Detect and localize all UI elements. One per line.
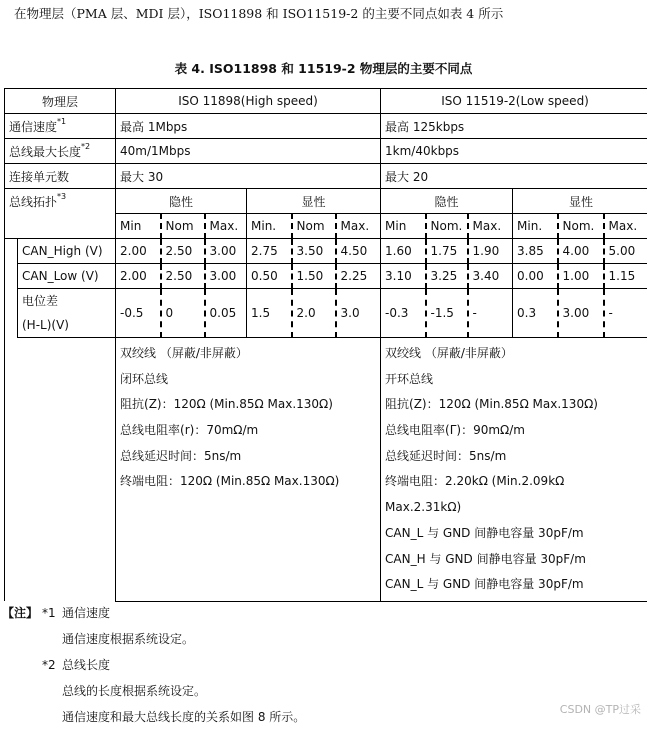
table-cell: 0.00 (513, 264, 558, 289)
desc-line: 双绞线 （屏蔽/非屏蔽） (120, 341, 376, 367)
table-cell: 2.50 (161, 239, 205, 264)
unit-label: Min. (513, 214, 558, 239)
table-cell: 3.85 (513, 239, 558, 264)
table-cell: 3.0 (336, 289, 381, 338)
indent-cell (5, 289, 18, 338)
table-cell: 1.15 (604, 264, 647, 289)
watermark: CSDN @TP过采 (560, 701, 641, 717)
indent-cell (5, 239, 18, 264)
table-row (5, 338, 647, 602)
desc-line: 总线电阻率(Γ)：90mΩ/m (385, 418, 645, 444)
table-cell: 1km/40kbps (381, 139, 647, 164)
table-row (5, 114, 647, 139)
intro-text: 在物理层（PMA 层、MDI 层），ISO11898 和 ISO11519-2 的主要不同点如表 4 所示 (14, 6, 503, 22)
row-label: CAN_High (V) (18, 239, 116, 264)
note-text: 总线的长度根据系统设定。 (62, 678, 206, 704)
table-row (5, 239, 647, 264)
table-cell: 最大 20 (381, 164, 647, 189)
unit-label: Min. (247, 214, 292, 239)
row-label: 通信速度$^{*1}$ (5, 114, 116, 139)
desc-line: 阻抗(Z)：120Ω (Min.85Ω Max.130Ω) (120, 392, 376, 418)
table-cell: -0.5 (116, 289, 161, 338)
table-cell: 4.00 (558, 239, 604, 264)
unit-label: Max. (604, 214, 647, 239)
unit-label: Max. (468, 214, 513, 239)
table-row (5, 289, 647, 338)
table-cell: 1.90 (468, 239, 513, 264)
header-iso11898: ISO 11898(High speed) (116, 89, 381, 114)
unit-label: Min (381, 214, 426, 239)
unit-label: Nom. (426, 214, 468, 239)
recessive-header-a: 隐性 (116, 189, 247, 214)
desc-line: 双绞线 （屏蔽/非屏蔽） (385, 341, 645, 367)
table-row (5, 164, 647, 189)
unit-label: Min (116, 214, 161, 239)
desc-line: 总线延迟时间：5ns/m (385, 444, 645, 470)
dominant-header-b: 显性 (513, 189, 647, 214)
note-text: 通信速度根据系统设定。 (62, 626, 194, 652)
table-row (5, 89, 647, 114)
desc-line: Max.2.31kΩ) (385, 495, 645, 521)
row-label: 电位差 (H-L)(V) (18, 289, 116, 338)
note-text: 通信速度和最大总线长度的关系如图 8 所示。 (62, 704, 305, 730)
dominant-header-a: 显性 (247, 189, 381, 214)
desc-line: 总线电阻率(r)：70mΩ/m (120, 418, 376, 444)
desc-line: CAN_L 与 GND 间静电容量 30pF/m (385, 521, 645, 547)
desc-line: CAN_H 与 GND 间静电容量 30pF/m (385, 547, 645, 573)
topology-label: 总线拓扑$^{*3}$ (5, 189, 116, 239)
note-mark: *2 (42, 652, 56, 678)
unit-label: Max. (336, 214, 381, 239)
empty-cell (5, 338, 116, 602)
comparison-table (4, 88, 647, 602)
table-cell: -1.5 (426, 289, 468, 338)
desc-line: 开环总线 (385, 367, 645, 393)
table-cell: 0.50 (247, 264, 292, 289)
desc-line: 闭环总线 (120, 367, 376, 393)
table-cell: 1.50 (292, 264, 336, 289)
header-iso11519: ISO 11519-2(Low speed) (381, 89, 647, 114)
row-label: CAN_Low (V) (18, 264, 116, 289)
table-cell: 最高 1Mbps (116, 114, 381, 139)
desc-line: 总线延迟时间：5ns/m (120, 444, 376, 470)
row-label: 连接单元数 (5, 164, 116, 189)
table-row (5, 189, 647, 214)
table-cell: 2.0 (292, 289, 336, 338)
note-mark: *1 (42, 600, 56, 626)
footnote-mark: *1 (57, 117, 66, 126)
footnote-mark: *3 (57, 192, 66, 201)
note-title: 通信速度 (62, 600, 110, 626)
table-cell: 3.25 (426, 264, 468, 289)
table-cell: 0.3 (513, 289, 558, 338)
unit-label: Nom (292, 214, 336, 239)
table-cell: 3.40 (468, 264, 513, 289)
table-cell: 4.50 (336, 239, 381, 264)
desc-line: 阻抗(Z)：120Ω (Min.85Ω Max.130Ω) (385, 392, 645, 418)
table-cell: 2.50 (161, 264, 205, 289)
desc-line: 终端电阻：120Ω (Min.85Ω Max.130Ω) (120, 469, 376, 495)
table-cell: 1.60 (381, 239, 426, 264)
table-cell: 3.50 (292, 239, 336, 264)
table-cell: - (468, 289, 513, 338)
table-cell: 2.00 (116, 264, 161, 289)
footnote-mark: *2 (81, 142, 90, 151)
table-cell: 3.00 (205, 239, 247, 264)
table-cell: 5.00 (604, 239, 647, 264)
row-label: 总线最大长度$^{*2}$ (5, 139, 116, 164)
unit-label: Nom. (558, 214, 604, 239)
recessive-header-b: 隐性 (381, 189, 513, 214)
note-title: 总线长度 (62, 652, 110, 678)
desc-line: 终端电阻：2.20kΩ (Min.2.09kΩ (385, 469, 645, 495)
table-cell: 最大 30 (116, 164, 381, 189)
table-cell: 3.10 (381, 264, 426, 289)
table-cell: 2.00 (116, 239, 161, 264)
table-cell: 2.25 (336, 264, 381, 289)
header-label: 物理层 (5, 89, 116, 114)
table-cell: 1.75 (426, 239, 468, 264)
table-cell: 3.00 (558, 289, 604, 338)
unit-label: Max. (205, 214, 247, 239)
table-cell: 3.00 (205, 264, 247, 289)
table-cell: 2.75 (247, 239, 292, 264)
indent-cell (5, 264, 18, 289)
table-cell: 0 (161, 289, 205, 338)
table-cell: -0.3 (381, 289, 426, 338)
table-cell: 0.05 (205, 289, 247, 338)
table-cell: 40m/1Mbps (116, 139, 381, 164)
iso11519-description (381, 338, 647, 602)
desc-line: CAN_L 与 GND 间静电容量 30pF/m (385, 572, 645, 598)
table-cell: - (604, 289, 647, 338)
unit-label: Nom (161, 214, 205, 239)
table-cell: 最高 125kbps (381, 114, 647, 139)
table-cell: 1.5 (247, 289, 292, 338)
table-caption: 表 4. ISO11898 和 11519-2 物理层的主要不同点 (0, 61, 647, 77)
table-row (5, 264, 647, 289)
table-cell: 1.00 (558, 264, 604, 289)
notes-bracket: 【注】 (2, 600, 38, 626)
table-row (5, 139, 647, 164)
iso11898-description (116, 338, 381, 602)
